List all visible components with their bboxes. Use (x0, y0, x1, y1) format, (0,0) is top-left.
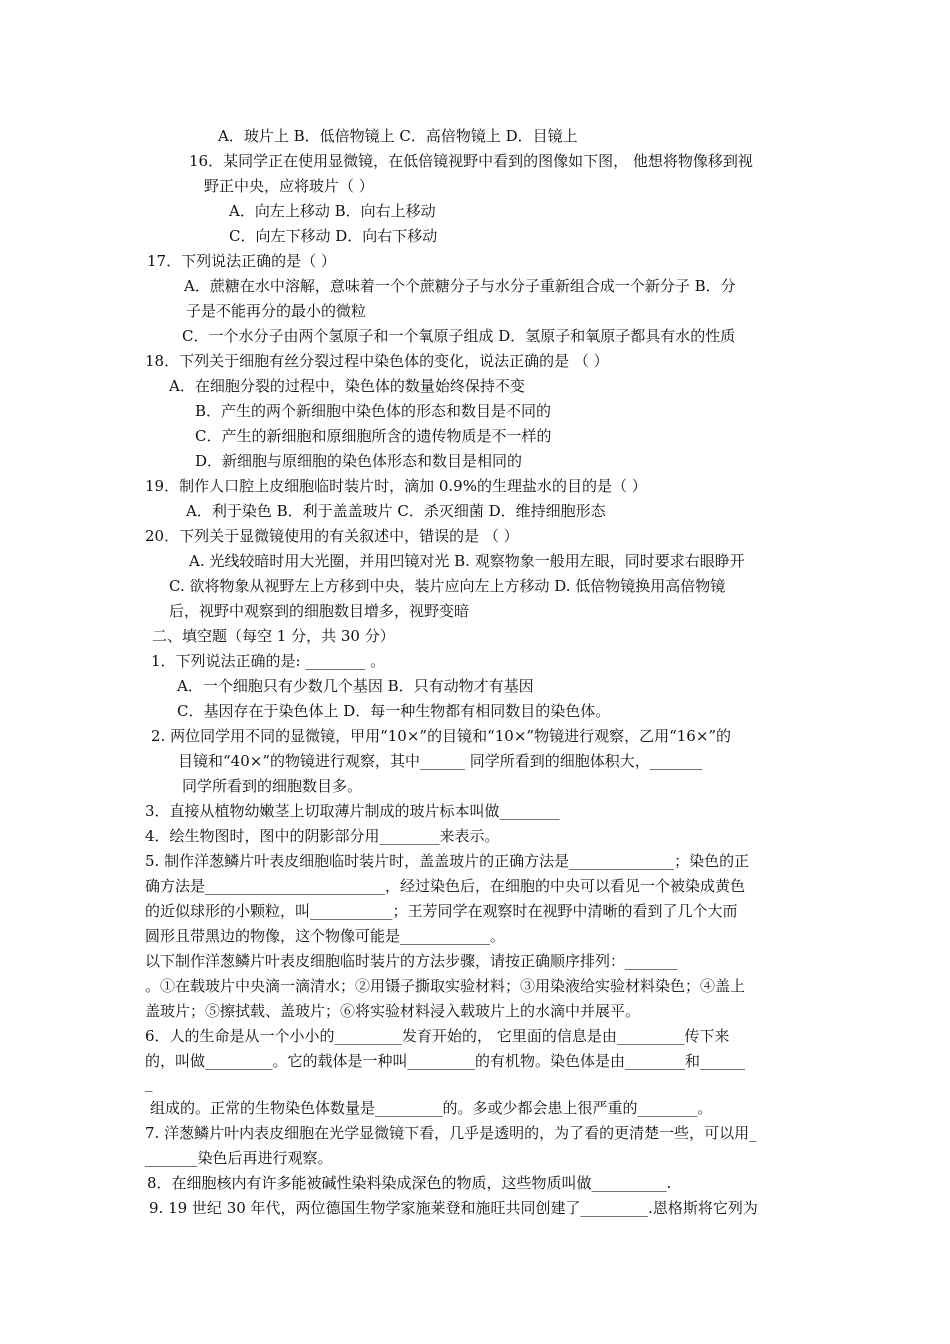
fill-q5-line1: 5. 制作洋葱鳞片叶表皮细胞临时装片时，盖盖玻片的正确方法是______________；染色的正 (145, 852, 750, 870)
q16-options-ab: A．向左上移动 B．向右上移动 (229, 202, 436, 220)
fill-q1-options-ab: A．一个细胞只有少数几个基因 B．只有动物才有基因 (177, 677, 534, 695)
fill-q6-line3: 组成的。正常的生物染色体数量是_________的。多或少都会患上很严重的________。 (150, 1099, 713, 1117)
fill-q6-line2: 的，叫做_________。它的载体是一种叫_________的有机物。染色体是由________和______ (145, 1052, 746, 1070)
q18-option-d: D．新细胞与原细胞的染色体形态和数目是相同的 (195, 452, 523, 470)
q20-options-cd-cont: 后，视野中观察到的细胞数目增多，视野变暗 (169, 602, 470, 620)
q20-options-ab: A. 光线较暗时用大光圈，并用凹镜对光 B. 观察物象一般用左眼，同时要求右眼睁开 (189, 552, 745, 570)
fill-q3: 3．直接从植物幼嫩茎上切取薄片制成的玻片标本叫做________ (145, 802, 560, 820)
fill-q2-line3: 同学所看到的细胞数目多。 (182, 777, 363, 795)
fill-q2-line2: 目镜和“40×”的物镜进行观察，其中______ 同学所看到的细胞体积大，_______ (178, 752, 703, 770)
q17-option-a: A．蔗糖在水中溶解，意味着一个个蔗糖分子与水分子重新组合成一个新分子 B．分 (184, 277, 736, 295)
q18-option-a: A．在细胞分裂的过程中，染色体的数量始终保持不变 (169, 377, 525, 395)
fill-q5-line3: 的近似球形的小颗粒，叫___________；王芳同学在观察时在视野中清晰的看到了几个大而 (145, 902, 738, 920)
fill-q7-line1: 7. 洋葱鳞片叶内表皮细胞在光学显微镜下看，几乎是透明的，为了看的更清楚一些，可以用_ (145, 1124, 757, 1142)
q18-option-c: C．产生的新细胞和原细胞所含的遗传物质是不一样的 (195, 427, 552, 445)
fill-q5-steps-intro: 以下制作洋葱鳞片叶表皮细胞临时装片的方法步骤，请按正确顺序排列：_______ (145, 952, 678, 970)
fill-q8: 8．在细胞核内有许多能被碱性染料染成深色的物质，这些物质叫做__________. (147, 1174, 672, 1192)
q17-stem: 17．下列说法正确的是（ ） (147, 252, 336, 270)
fill-q5-line4: 圆形且带黑边的物像，这个物像可能是____________。 (145, 927, 506, 945)
q17-option-b: 子是不能再分的最小的微粒 (186, 302, 367, 320)
fill-q6-line2-overflow: _ (145, 1074, 153, 1092)
fill-q1-stem: 1．下列说法正确的是: ________ 。 (151, 652, 386, 670)
q18-option-b: B．产生的两个新细胞中染色体的形态和数目是不同的 (195, 402, 552, 420)
q20-stem: 20．下列关于显微镜使用的有关叙述中，错误的是 （ ） (145, 527, 519, 545)
q19-stem: 19．制作人口腔上皮细胞临时装片时，滴加 0.9%的生理盐水的目的是（ ） (145, 477, 647, 495)
fill-q4: 4．绘生物图时，图中的阴影部分用________来表示。 (145, 827, 500, 845)
q16-stem-line1: 16．某同学正在使用显微镜，在低倍镜视野中看到的图像如下图， 他想将物像移到视 (189, 152, 753, 170)
fill-q5-line2: 确方法是________________________，经过染色后，在细胞的中央可以看见一个被染成黄色 (145, 877, 746, 895)
q15-options: A．玻片上 B．低倍物镜上 C．高倍物镜上 D．目镜上 (218, 127, 578, 145)
section-2-heading: 二、填空题（每空 1 分，共 30 分） (152, 627, 395, 645)
q20-options-cd: C. 欲将物象从视野左上方移到中央，装片应向左上方移动 D. 低倍物镜换用高倍物镜 (169, 577, 726, 595)
fill-q5-steps-line2: 盖玻片；⑤擦拭载、盖玻片；⑥将实验材料浸入载玻片上的水滴中并展平。 (145, 1002, 641, 1020)
fill-q1-options-cd: C．基因存在于染色体上 D．每一种生物都有相同数目的染色体。 (177, 702, 611, 720)
fill-q7-line2: _______染色后再进行观察。 (145, 1149, 333, 1167)
fill-q5-steps-line1: 。①在载玻片中央滴一滴清水；②用镊子撕取实验材料；③用染液给实验材料染色；④盖上 (145, 977, 746, 995)
q17-options-cd: C．一个水分子由两个氢原子和一个氧原子组成 D．氢原子和氧原子都具有水的性质 (182, 327, 736, 345)
fill-q6-line1: 6．人的生命是从一个小小的_________发育开始的， 它里面的信息是由_________传下来 (145, 1027, 730, 1045)
q16-options-cd: C．向左下移动 D．向右下移动 (229, 227, 438, 245)
fill-q9: 9. 19 世纪 30 年代，两位德国生物学家施莱登和施旺共同创建了_________.恩格斯将它列为 (149, 1199, 758, 1217)
q16-stem-line2: 野正中央，应将玻片（ ） (204, 177, 374, 195)
fill-q2-line1: 2. 两位同学用不同的显微镜，甲用“10×”的目镜和“10×”物镜进行观察，乙用“16×”的 (151, 727, 732, 745)
q18-stem: 18．下列关于细胞有丝分裂过程中染色体的变化，说法正确的是 （ ） (145, 352, 609, 370)
q19-options: A．利于染色 B．利于盖盖玻片 C．杀灭细菌 D．维持细胞形态 (186, 502, 606, 520)
